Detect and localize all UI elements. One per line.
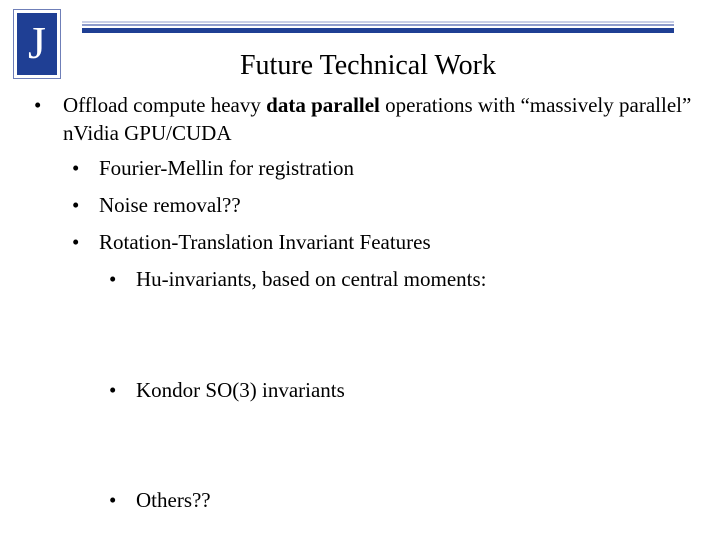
- bullet-dot: •: [72, 156, 80, 180]
- main-text-bold: data parallel: [266, 93, 380, 117]
- logo-letter: J: [28, 17, 46, 68]
- bullet-dot: •: [109, 488, 117, 512]
- sub-list-item-text: Kondor SO(3) invariants: [136, 378, 345, 402]
- bullet-dot: •: [34, 93, 42, 117]
- main-text-before: Offload compute heavy: [63, 93, 267, 117]
- slide-title: Future Technical Work: [239, 50, 497, 81]
- sub-list-item-text: Others??: [136, 488, 211, 512]
- header-decoration-lines: [82, 21, 674, 35]
- bullet-dot: •: [109, 378, 117, 402]
- sub-list-item-text: Hu-invariants, based on central moments:: [136, 267, 487, 291]
- list-item-text: Noise removal??: [99, 193, 241, 217]
- bullet-dot: •: [72, 193, 80, 217]
- bullet-dot: •: [72, 230, 80, 254]
- main-bullet-text: [63, 91, 704, 147]
- main-text-after: operations with “massively parallel” nVidia GPU/CUDA: [63, 93, 692, 145]
- list-item-text: Rotation-Translation Invariant Features: [99, 230, 431, 254]
- bullet-dot: •: [109, 267, 117, 291]
- main-bullet: [34, 91, 704, 147]
- list-item-text: Fourier-Mellin for registration: [99, 156, 355, 180]
